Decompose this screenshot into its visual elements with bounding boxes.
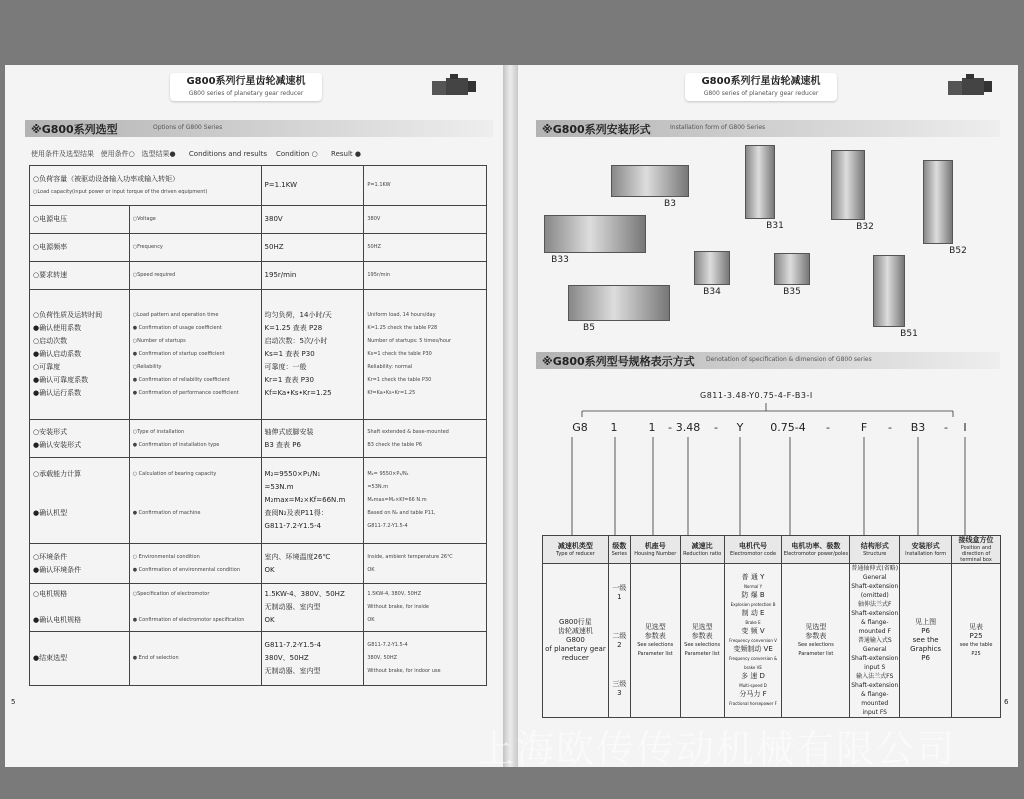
- cell-line: G811-7.2-Y1.5-4: [367, 523, 408, 529]
- spec-cell-line: 见表: [969, 622, 984, 631]
- cell-line: G811-7.2-Y1.5-4: [367, 642, 408, 648]
- cell-line: 380V, 50HZ: [367, 655, 398, 661]
- spec-header-cell: [724, 536, 782, 564]
- condition-en-cell: [129, 632, 261, 686]
- spec-cell-line: 参数表: [691, 631, 713, 640]
- spec-cell-line: Shaft-extension: [851, 610, 899, 617]
- spec-cell-line: General: [862, 574, 887, 581]
- left-section-banner: [25, 120, 493, 137]
- selection-row: [30, 458, 487, 544]
- cell-line: [133, 481, 258, 494]
- spec-cell-line: 见选型: [644, 622, 666, 631]
- spec-cell-line: P6: [921, 627, 930, 635]
- cell-line: 室内、环境温度26℃: [264, 552, 331, 561]
- right-page-number: 6: [1004, 698, 1009, 706]
- code-part: B3: [910, 421, 926, 434]
- spec-cell-line: 二级: [612, 631, 627, 640]
- spec-type-cell: [543, 564, 609, 718]
- cell-line: [33, 601, 126, 614]
- install-section-subtitle: Installation form of G800 Series: [670, 124, 766, 131]
- cell-line: [133, 494, 258, 507]
- right-page: [518, 65, 1018, 767]
- condition-cn-cell: [30, 234, 130, 262]
- cell-line: ●结束选型: [33, 654, 68, 662]
- mount-b32-label: B32: [856, 222, 874, 232]
- condition-en-cell: [129, 584, 261, 632]
- cell-line: ○启动次数: [33, 337, 68, 345]
- spec-cell-line: & flange-mounted: [860, 691, 889, 707]
- result-cn-cell: [261, 234, 364, 262]
- spec-cell-line: 普通输入式S: [857, 637, 892, 644]
- cell-line: [33, 494, 126, 507]
- spec-section-subtitle: Denotation of specification & dimension of G800 series: [706, 356, 872, 363]
- condition-cell: [30, 166, 262, 206]
- cell-line: Ks=1 查表 P30: [264, 350, 315, 358]
- result-cn-cell: [261, 544, 364, 584]
- spec-ratio-cell: [680, 564, 724, 718]
- cell-line: Number of startups: 5 times/hour: [367, 338, 452, 344]
- spec-cell-line: 普通轴伸式(省略): [851, 565, 899, 572]
- cell-line: 启动次数：5次/小时: [264, 337, 328, 345]
- selection-row: [30, 166, 487, 206]
- mount-b52-label: B52: [949, 246, 967, 256]
- book-spine: [503, 65, 519, 767]
- cell-line: ●确认安装形式: [33, 440, 82, 449]
- cell-line: [33, 639, 126, 652]
- cell-line: ● Confirmation of installation type: [132, 441, 220, 448]
- spec-cell-line: Shaft-extension: [851, 583, 899, 590]
- result-cn-cell: [261, 262, 364, 290]
- spec-header-cn: 安装形式: [911, 542, 940, 550]
- spec-cell-line: mounted F: [858, 628, 891, 635]
- cell-line: 可靠度：一般: [264, 363, 307, 371]
- condition-cn-cell: [30, 632, 130, 686]
- mount-b51-label: B51: [900, 329, 918, 339]
- left-section-subtitle: Options of G800 Series: [153, 124, 223, 131]
- result-en-cell: [364, 206, 487, 234]
- left-section-title: ※G800系列选型: [31, 123, 118, 136]
- result-en-cell: [364, 262, 487, 290]
- cell-line: Reliability: normal: [367, 364, 413, 370]
- cell-line: ○电机规格: [33, 590, 68, 598]
- spec-header-en: Position and direction of terminal box: [960, 545, 992, 563]
- selection-row: [30, 584, 487, 632]
- spec-cell-line: See selections: [797, 641, 834, 648]
- spec-cell-line: of planetary gear: [545, 645, 606, 653]
- spec-terminal-cell: [952, 564, 1001, 718]
- left-header: [170, 73, 322, 101]
- condition-en-cell: [129, 234, 261, 262]
- spec-cell-line: Multi-speed D: [739, 683, 767, 688]
- result-cn-cell: [261, 632, 364, 686]
- spec-cell-line: Parameter list: [684, 650, 720, 657]
- spec-struct-cell: [850, 564, 900, 718]
- spec-cell-line: 普 通 Y: [741, 573, 765, 581]
- cell-line: [133, 639, 258, 652]
- result-text: P=1.1KW: [264, 181, 298, 189]
- spec-cell-line: reducer: [561, 654, 589, 662]
- cell-line: Without brake, for indoor use: [367, 668, 441, 674]
- cell-line: 均匀负荷，14小时/天: [264, 311, 332, 319]
- cell-line: ●确认环境条件: [33, 565, 82, 574]
- condition-cn-cell: [30, 262, 130, 290]
- spec-cell-line: P6: [921, 654, 930, 662]
- result-en-cell: [364, 584, 487, 632]
- spec-header-en: Electromotor code: [730, 551, 777, 557]
- code-part: -: [826, 421, 830, 434]
- spec-cell-line: G800: [566, 636, 585, 644]
- condition-text: ○负荷容量（被驱动设备输入功率或输入转矩）: [33, 174, 180, 183]
- spec-install-cell: [900, 564, 952, 718]
- cell-line: Uniform load, 14 hours/day: [367, 312, 436, 318]
- code-part: -: [668, 421, 672, 434]
- cell-line: Ks=1 check the table P30: [367, 351, 432, 357]
- spec-header-cell: [952, 536, 1001, 564]
- right-header-subtitle: G800 series of planetary gear reducer: [703, 90, 819, 97]
- cell-line: 195r/min: [367, 272, 391, 278]
- spec-header-cn: 机座号: [644, 542, 666, 550]
- cell-line: OK: [367, 566, 375, 573]
- spec-cell-line: Normal Y: [743, 584, 763, 589]
- cell-line: ○安装形式: [33, 427, 68, 436]
- cell-line: Kr=1 check the table P30: [367, 377, 432, 383]
- spec-housing-cell: [630, 564, 680, 718]
- condition-en-cell: [129, 290, 261, 420]
- result-cn-cell: [261, 458, 364, 544]
- spec-cell-line: see the: [912, 636, 939, 644]
- result-en-cell: [364, 290, 487, 420]
- condition-en-cell: [129, 206, 261, 234]
- spec-header-en: Type of reducer: [556, 551, 595, 557]
- cell-line: ● Confirmation of reliability coefficient: [132, 377, 230, 383]
- result-en-cell: [364, 632, 487, 686]
- cell-line: ●确认电机规格: [33, 616, 82, 624]
- spec-power-cell: [782, 564, 850, 718]
- cell-line: 1.5KW-4、380V、50HZ: [264, 590, 345, 598]
- spec-cell-line: 一级: [612, 583, 627, 592]
- condition-cn-cell: [30, 458, 130, 544]
- spec-cell-line: Parameter list: [637, 650, 673, 657]
- spec-cell-line: 防 爆 B: [741, 591, 765, 599]
- spec-header-cell: [850, 536, 900, 564]
- condition-en-cell: [129, 420, 261, 458]
- spec-cell-line: Frequency conversion & brake VE: [728, 656, 778, 670]
- spec-header-en: Installation form: [905, 551, 947, 557]
- selection-legend: 使用条件及选型结果 使用条件○ 选型结果● Conditions and results Condition ○ Result ●: [31, 150, 361, 158]
- mount-b5-label: B5: [583, 323, 595, 333]
- spec-header-cell: [680, 536, 724, 564]
- spec-cell-line: 三级: [612, 679, 627, 688]
- cell-line: =53N.m: [264, 483, 294, 491]
- cell-line: ●确认运行系数: [33, 389, 82, 397]
- spec-cell-line: 见选型: [805, 622, 827, 631]
- spec-cell-line: Shaft-extension: [851, 682, 899, 689]
- condition-en-cell: [129, 544, 261, 584]
- spec-header-cell: [608, 536, 630, 564]
- cell-line: ○要求转速: [33, 271, 68, 279]
- spec-cell-line: 多 速 D: [741, 672, 765, 680]
- cell-line: OK: [264, 565, 275, 574]
- condition-cn-cell: [30, 290, 130, 420]
- result-text: P=1.1KW: [367, 182, 391, 188]
- condition-en-cell: [129, 262, 261, 290]
- spec-header-cell: [782, 536, 850, 564]
- cell-line: ○ Environmental condition: [132, 553, 200, 560]
- cell-line: M₂max=M₂×Kf=66 N.m: [367, 497, 427, 503]
- cell-line: ○Load pattern and operation time: [132, 312, 219, 318]
- condition-cn-cell: [30, 584, 130, 632]
- cell-line: OK: [367, 617, 375, 623]
- cell-line: B3 查表 P6: [264, 440, 301, 449]
- spec-cell-line: 齿轮减速机: [557, 627, 593, 635]
- selection-row: [30, 290, 487, 420]
- spec-cell-line: see the table: [959, 641, 993, 648]
- selection-row: [30, 262, 487, 290]
- cell-line: 380V、50HZ: [264, 654, 309, 662]
- cell-line: Without brake, for inside: [367, 604, 430, 610]
- selection-row: [30, 234, 487, 262]
- result-cn-cell: [261, 290, 364, 420]
- cell-line: M₂= 9550×P₁/N₁: [367, 471, 409, 477]
- result-cn-cell: [261, 166, 364, 206]
- cell-line: ●确认使用系数: [33, 324, 82, 332]
- mount-b3-label: B3: [664, 199, 676, 209]
- code-part: 3.48: [675, 421, 701, 434]
- result-en-cell: [364, 234, 487, 262]
- cell-line: ● Confirmation of environmental condition: [132, 566, 241, 573]
- cell-line: Based on N₂ and table P11,: [367, 510, 436, 516]
- gear-motor-icon: [430, 71, 478, 99]
- cell-line: [133, 601, 258, 614]
- spec-cell-line: 2: [617, 640, 622, 649]
- spec-header-en: Structure: [863, 551, 887, 557]
- spec-cell-line: 制 动 E: [741, 609, 765, 617]
- cell-line: ● Confirmation of usage coefficient: [132, 325, 222, 331]
- cell-line: Kr=1 查表 P30: [264, 376, 314, 384]
- cell-line: 50HZ: [367, 244, 381, 250]
- code-part: G8: [572, 421, 588, 434]
- cell-line: 轴伸式底脚安装: [264, 427, 314, 436]
- cell-line: Kf=Ka•Ks•Kr=1.25: [264, 389, 332, 397]
- cell-line: K=1.25 查表 P28: [264, 324, 323, 332]
- spec-motor-cell: [724, 564, 782, 718]
- spec-header-cn: 接线盒方位: [958, 536, 994, 544]
- cell-line: ●确认可靠度系数: [33, 376, 89, 384]
- spec-section-title: ※G800系列型号规格表示方式: [542, 355, 695, 368]
- spec-cell-line: 见上图: [915, 618, 937, 626]
- spec-cell-line: 分马力 F: [739, 690, 767, 698]
- cell-line: 无制动器、室内型: [264, 667, 321, 675]
- cell-line: ● Confirmation of machine: [132, 510, 201, 516]
- cell-line: 50HZ: [264, 243, 284, 251]
- code-part: 0.75-4: [770, 421, 806, 434]
- cell-line: ○Speed required: [132, 272, 176, 278]
- spec-header-cn: 电机功率、极数: [791, 542, 841, 550]
- spec-cell-line: 见选型: [691, 622, 713, 631]
- cell-line: ○Type of installation: [132, 428, 185, 435]
- spec-cell-line: 变 频 V: [741, 627, 765, 635]
- spec-table: [542, 535, 1001, 718]
- spec-cell-line: See selections: [684, 641, 721, 648]
- code-part: F: [860, 421, 868, 434]
- code-part: -: [888, 421, 892, 434]
- code-part: -: [714, 421, 718, 434]
- cell-line: ● Confirmation of startup coefficient: [132, 351, 225, 357]
- cell-line: Shaft extended & base-mounted: [367, 428, 449, 435]
- cell-line: [133, 665, 258, 678]
- spec-series-cell: [608, 564, 630, 718]
- cell-line: 380V: [264, 215, 283, 223]
- cell-line: ○Reliability: [132, 364, 162, 370]
- right-header-title: G800系列行星齿轮减速机: [701, 76, 821, 87]
- cell-line: 查阅N₂及表P11得：: [264, 509, 328, 517]
- cell-line: 380V: [367, 216, 381, 222]
- spec-header-cell: [900, 536, 952, 564]
- cell-line: ● Confirmation of performance coefficient: [132, 390, 239, 396]
- result-en-cell: [364, 458, 487, 544]
- selection-row: [30, 420, 487, 458]
- spec-header-cn: 减速比: [691, 542, 713, 550]
- result-en-cell: [364, 420, 487, 458]
- spec-cell-line: Shaft-extension: [851, 655, 899, 662]
- result-cn-cell: [261, 206, 364, 234]
- spec-cell-line: P25: [969, 631, 983, 640]
- cell-line: M₂=9550×P₁/N₁: [264, 470, 321, 478]
- spec-header-en: Series: [611, 551, 628, 557]
- spec-cell-line: Fractional horsepower F: [729, 701, 777, 706]
- install-section-title: ※G800系列安装形式: [542, 123, 651, 136]
- cell-line: 无制动器、室内型: [264, 603, 321, 611]
- condition-cn-cell: [30, 206, 130, 234]
- condition-cn-cell: [30, 420, 130, 458]
- spec-header-en: Reduction ratio: [683, 551, 722, 557]
- cell-line: ○Number of startups: [132, 338, 186, 344]
- condition-text: ○Load capacity(input power or input torque of the driven equipment): [33, 188, 208, 195]
- spec-cell-line: input FS: [862, 709, 887, 716]
- spec-header-cell: [630, 536, 680, 564]
- cell-line: [33, 665, 126, 678]
- cell-line: ● Confirmation of electromotor specification: [132, 617, 245, 623]
- spec-cell-line: & flange-: [860, 619, 889, 626]
- spec-cell-line: 参数表: [805, 631, 827, 640]
- spec-cell-line: G800行星: [559, 618, 592, 626]
- cell-line: [33, 481, 126, 494]
- code-part: 1: [610, 421, 618, 434]
- spec-cell-line: P25: [971, 650, 981, 657]
- cell-line: [33, 520, 126, 533]
- selection-row: [30, 632, 487, 686]
- code-part: I: [963, 421, 967, 434]
- cell-line: ● End of selection: [132, 655, 179, 661]
- cell-line: ○电源频率: [33, 243, 68, 251]
- spec-cell-line: General: [862, 646, 887, 653]
- spec-cell-line: 输入法兰式FS: [856, 673, 894, 680]
- cell-line: ○Voltage: [132, 216, 156, 222]
- cell-line: ○环境条件: [33, 552, 68, 561]
- spec-cell-line: Frequency conversion V: [729, 638, 777, 643]
- cell-line: ○Specification of electromotor: [132, 591, 210, 597]
- cell-line: ○Frequency: [132, 244, 163, 250]
- spec-header-en: Electromotor power/poles: [783, 551, 849, 557]
- left-page: [5, 65, 504, 767]
- company-watermark: 上海欧传传动机械有限公司: [476, 727, 957, 771]
- model-code: G811-3.48-Y0.75-4-F-B3-I: [700, 391, 813, 400]
- spec-cell-line: (omitted): [860, 592, 889, 599]
- spec-header-cn: 级数: [612, 542, 627, 550]
- cell-line: 195r/min: [264, 271, 297, 279]
- mount-b35-label: B35: [783, 287, 801, 297]
- spec-cell-line: 轴伸法兰式F: [858, 601, 892, 608]
- spec-cell-line: Parameter list: [798, 650, 834, 657]
- left-header-subtitle: G800 series of planetary gear reducer: [188, 90, 304, 97]
- cell-line: ●确认启动系数: [33, 350, 82, 358]
- result-cn-cell: [261, 420, 364, 458]
- cell-line: Inside, ambient temperature 26℃: [367, 553, 453, 560]
- cell-line: ○电源电压: [33, 215, 68, 223]
- cell-line: ○承载能力计算: [33, 470, 82, 478]
- mount-b33-label: B33: [551, 255, 569, 265]
- condition-en-cell: [129, 458, 261, 544]
- spec-header-cn: 电机代号: [739, 542, 768, 550]
- spec-cell-line: Graphics: [910, 645, 942, 653]
- left-page-number: 5: [11, 698, 16, 706]
- cell-line: Kf=Ka•Ks•Kr=1.25: [367, 390, 416, 396]
- spec-header-cell: [543, 536, 609, 564]
- cell-line: ○可靠度: [33, 363, 61, 371]
- cell-line: [133, 520, 258, 533]
- spec-header-cn: 减速机类型: [557, 542, 593, 550]
- mount-b31-label: B31: [766, 221, 784, 231]
- cell-line: ○负荷性质及运转时间: [33, 311, 103, 319]
- mount-b34-label: B34: [703, 287, 721, 297]
- selection-row: [30, 544, 487, 584]
- result-en-cell: [364, 544, 487, 584]
- selection-table: [29, 165, 487, 686]
- spec-cell-line: Brake E: [745, 620, 761, 625]
- selection-row: [30, 206, 487, 234]
- cell-line: B3 check the table P6: [367, 441, 423, 448]
- spec-cell-line: Explosion protection B: [730, 602, 776, 607]
- cell-line: =53N.m: [367, 484, 389, 490]
- left-header-title: G800系列行星齿轮减速机: [186, 76, 306, 87]
- result-cn-cell: [261, 584, 364, 632]
- spec-header-en: Housing Number: [634, 551, 677, 557]
- cell-line: K=1.25 check the table P28: [367, 325, 438, 331]
- code-bracket: [518, 65, 1018, 545]
- cell-line: M₂max=M₂×Kf=66N.m: [264, 496, 346, 504]
- spec-cell-line: 变频制动 VE: [733, 645, 773, 653]
- cell-line: G811-7.2-Y1.5-4: [264, 641, 322, 649]
- result-en-cell: [364, 166, 487, 206]
- cell-line: G811-7.2-Y1.5-4: [264, 522, 322, 530]
- spec-cell-line: 1: [617, 592, 622, 601]
- spec-cell-line: 3: [617, 688, 622, 697]
- spec-cell-line: 参数表: [644, 631, 666, 640]
- cell-line: ●确认机型: [33, 509, 68, 517]
- spec-cell-line: See selections: [637, 641, 674, 648]
- cell-line: 1.5KW-4, 380V, 50HZ: [367, 591, 421, 597]
- code-part: -: [944, 421, 948, 434]
- spec-header-cn: 结构形式: [860, 542, 889, 550]
- code-part: Y: [736, 421, 744, 434]
- condition-cn-cell: [30, 544, 130, 584]
- cell-line: ○ Calculation of bearing capacity: [132, 471, 217, 477]
- cell-line: OK: [264, 616, 275, 624]
- spec-cell-line: input S: [864, 664, 886, 671]
- code-part: 1: [648, 421, 656, 434]
